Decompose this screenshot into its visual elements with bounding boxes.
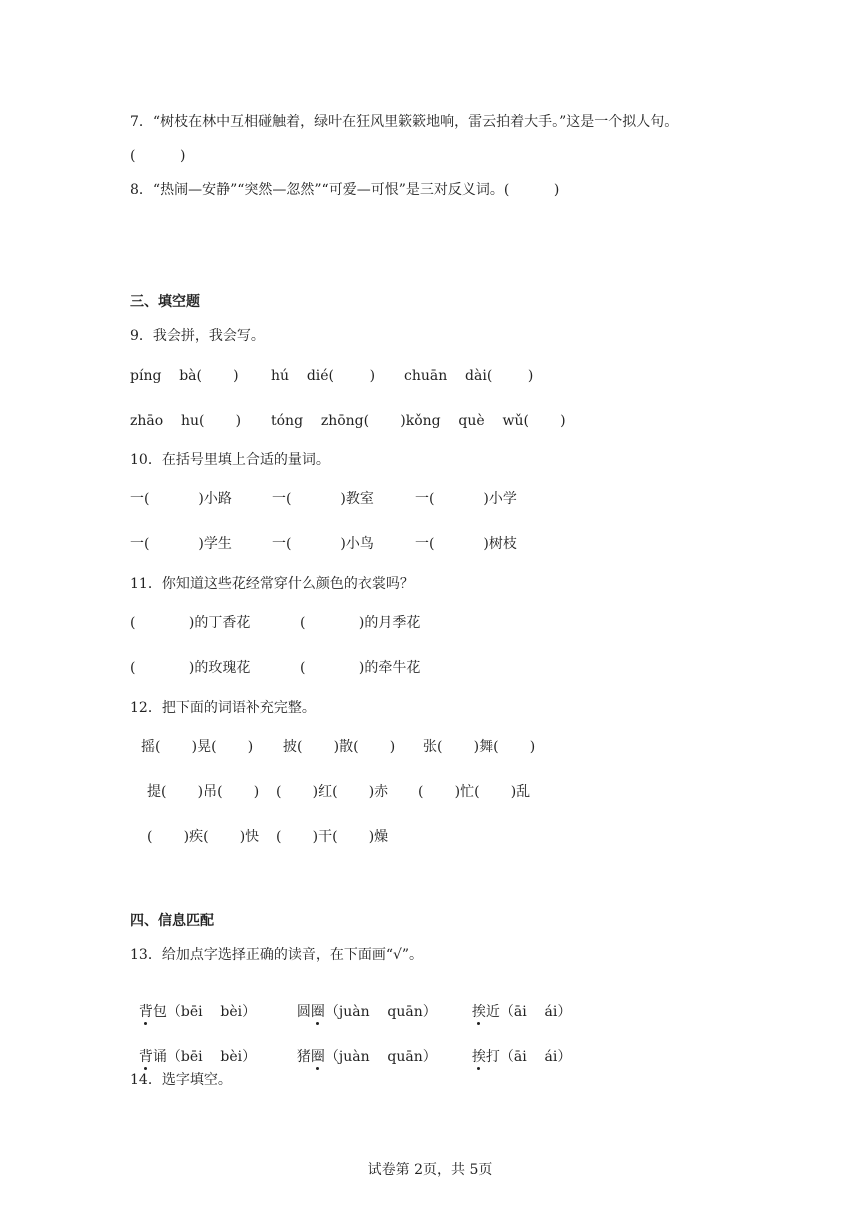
q13-item-aida[interactable] xyxy=(463,1027,571,1067)
section-4-title: 四、信息匹配 xyxy=(130,913,214,929)
question-12-title: 12．把下面的词语补充完整。 xyxy=(130,700,316,716)
q13-item-pre: 圆 xyxy=(296,1004,311,1020)
q13-item-pre: 猪 xyxy=(296,1049,311,1065)
dotted-character: 圈 xyxy=(310,1049,325,1065)
q10-blank-xiaoniao[interactable]: 一( )小鸟 xyxy=(272,536,374,552)
q9-blank-tongzhong-kongquewu[interactable]: tóng zhōng( )kǒng què wǔ( ) xyxy=(271,413,566,429)
q10-blank-jiaoshi[interactable]: 一( )教室 xyxy=(272,491,374,507)
q12-blank-zhangwu[interactable]: 张( )舞( ) xyxy=(423,739,536,755)
dotted-character: 挨 xyxy=(471,1004,486,1020)
q13-item-options: （juàn quān） xyxy=(324,1049,437,1065)
question-7-text: 7．“树枝在林中互相碰触着，绿叶在狂风里簌簌地响，雷云拍着大手。”这是一个拟人句。 xyxy=(130,114,679,130)
q13-item-yuanquan[interactable] xyxy=(288,982,437,1022)
q13-item-options: 包（bēi bèi） xyxy=(152,1004,257,1020)
q10-blank-xuesheng[interactable]: 一( )学生 xyxy=(130,536,232,552)
question-11-title: 11．你知道这些花经常穿什么颜色的衣裳吗？ xyxy=(130,576,414,592)
q10-blank-shuzhi[interactable]: 一( )树枝 xyxy=(415,536,517,552)
q13-item-aijin[interactable] xyxy=(463,982,571,1022)
q13-item-options: 诵（bēi bèi） xyxy=(152,1049,257,1065)
question-8-text: 8．“热闹—安静”“突然—忽然”“可爱—可恨”是三对反义词。( ) xyxy=(130,182,560,198)
page-footer: 试卷第 2页，共 5页 xyxy=(367,1162,493,1178)
dotted-character: 背 xyxy=(138,1004,153,1020)
q9-blank-chuandai[interactable]: chuān dài( ) xyxy=(404,368,534,384)
q9-blank-hudie[interactable]: hú dié( ) xyxy=(271,368,376,384)
question-10-title: 10．在括号里填上合适的量词。 xyxy=(130,452,330,468)
q12-blank-hongchi[interactable]: ( )红( )赤 xyxy=(276,784,389,800)
q11-blank-yuejihua[interactable]: ( )的月季花 xyxy=(300,615,421,631)
q12-blank-mangluan[interactable]: ( )忙( )乱 xyxy=(418,784,531,800)
dotted-character: 圈 xyxy=(310,1004,325,1020)
q13-item-beibao[interactable] xyxy=(130,982,256,1022)
q12-blank-pisan[interactable]: 披( )散( ) xyxy=(283,739,396,755)
dotted-character: 挨 xyxy=(471,1049,486,1065)
dotted-character: 背 xyxy=(138,1049,153,1065)
question-7-answer-blank[interactable]: ( ) xyxy=(130,148,186,164)
question-13-title: 13．给加点字选择正确的读音，在下面画“√”。 xyxy=(130,947,424,963)
q12-blank-tidiao[interactable]: 提( )吊( ) xyxy=(147,784,260,800)
q11-blank-meiguihua[interactable]: ( )的玫瑰花 xyxy=(130,660,251,676)
q12-blank-yaohuang[interactable]: 摇( )晃( ) xyxy=(141,739,254,755)
section-3-title: 三、填空题 xyxy=(130,294,200,310)
q9-blank-pingba[interactable]: píng bà( ) xyxy=(130,368,239,384)
q13-item-options: 打（āi ái） xyxy=(485,1049,572,1065)
q10-blank-xiaoxue[interactable]: 一( )小学 xyxy=(415,491,517,507)
q11-blank-dingxianghua[interactable]: ( )的丁香花 xyxy=(130,615,251,631)
q13-item-options: 近（āi ái） xyxy=(485,1004,572,1020)
q13-item-beisong[interactable] xyxy=(130,1027,256,1067)
question-14-title: 14．选字填空。 xyxy=(130,1072,232,1088)
question-9-title: 9．我会拼，我会写。 xyxy=(130,328,265,344)
q10-blank-xiaolu[interactable]: 一( )小路 xyxy=(130,491,232,507)
q11-blank-qianniuhua[interactable]: ( )的牵牛花 xyxy=(300,660,421,676)
q13-item-options: （juàn quān） xyxy=(324,1004,437,1020)
q12-blank-ganzao[interactable]: ( )干( )燥 xyxy=(276,829,389,845)
q9-blank-zhaohu[interactable]: zhāo hu( ) xyxy=(130,413,242,429)
q13-item-zhujuan[interactable] xyxy=(288,1027,437,1067)
q12-blank-jikuai[interactable]: ( )疾( )快 xyxy=(147,829,260,845)
